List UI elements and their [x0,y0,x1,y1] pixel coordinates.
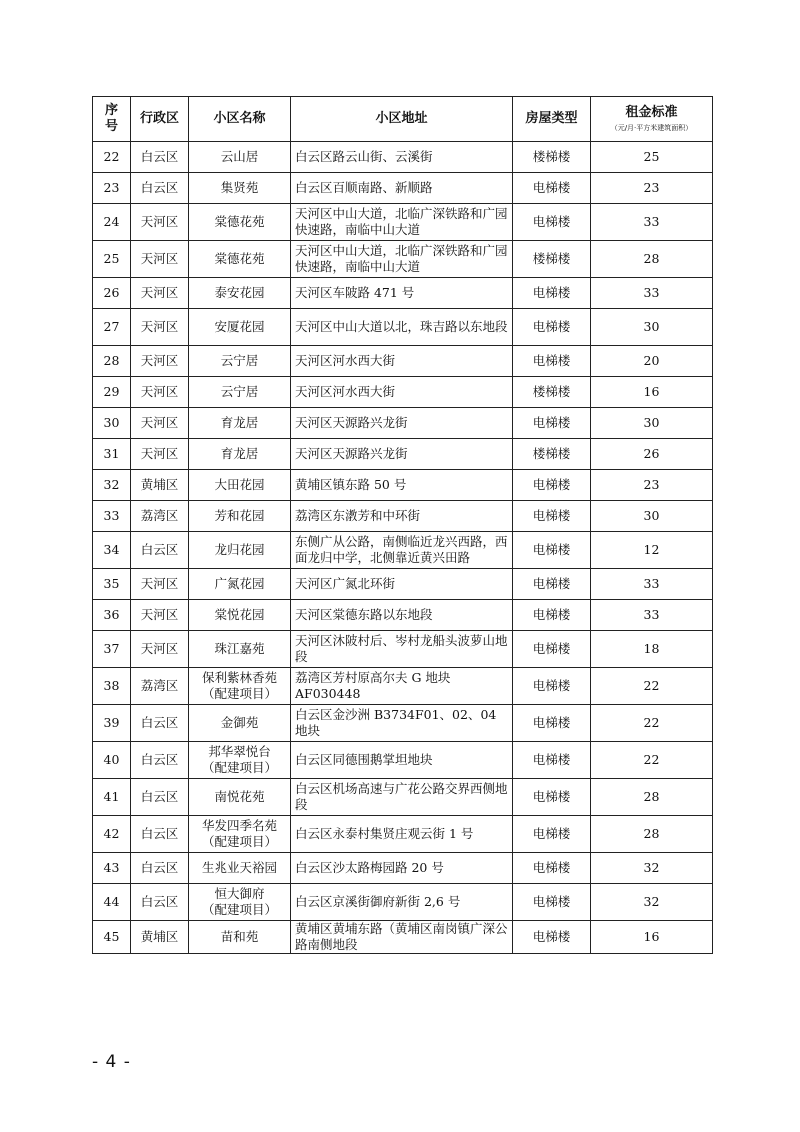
table-row [93,309,713,346]
cell-type: 电梯楼 [513,921,591,954]
cell-address: 天河区河水西大街 [291,346,513,377]
table-row [93,501,713,532]
cell-name [189,142,291,173]
cell-rent: 22 [591,668,713,705]
cell-name [189,408,291,439]
table-row [93,377,713,408]
cell-type: 电梯楼 [513,853,591,884]
cell-name-line: 育龙居 [220,415,259,430]
cell-address: 天河区中山大道，北临广深铁路和广园快速路，南临中山大道 [291,204,513,241]
cell-address: 天河区棠德东路以东地段 [291,600,513,631]
cell-rent: 28 [591,779,713,816]
cell-district: 天河区 [131,439,189,470]
table-row [93,278,713,309]
cell-type: 楼梯楼 [513,439,591,470]
cell-address: 白云区百顺南路、新顺路 [291,173,513,204]
cell-district: 白云区 [131,884,189,921]
cell-seq: 42 [93,816,131,853]
cell-name [189,204,291,241]
cell-district: 荔湾区 [131,501,189,532]
cell-address: 天河区中山大道以北，珠吉路以东地段 [291,309,513,346]
cell-name [189,439,291,470]
cell-district: 天河区 [131,377,189,408]
cell-seq: 35 [93,569,131,600]
cell-rent: 16 [591,377,713,408]
cell-name-line: 保利紫林香苑 [201,670,277,685]
table-row [93,742,713,779]
cell-address: 天河区车陂路 471 号 [291,278,513,309]
cell-address: 东侧广从公路，南侧临近龙兴西路，西面龙归中学，北侧靠近黄兴田路 [291,532,513,569]
cell-district: 白云区 [131,816,189,853]
cell-seq: 25 [93,241,131,278]
cell-district: 荔湾区 [131,668,189,705]
cell-seq: 37 [93,631,131,668]
cell-rent: 12 [591,532,713,569]
cell-name-line: （配建项目） [201,760,277,775]
cell-address: 天河区沐陂村后、岑村龙船头波萝山地段 [291,631,513,668]
table-row [93,569,713,600]
cell-seq: 36 [93,600,131,631]
header-seq [93,97,131,142]
cell-name-line: 邦华翠悦台 [208,744,271,759]
cell-name-line: 南悦花苑 [214,789,265,804]
cell-name-line: 芳和花园 [214,508,265,523]
cell-district: 白云区 [131,705,189,742]
housing-rent-table [92,96,713,954]
cell-seq: 39 [93,705,131,742]
page-number: - 4 - [92,1052,131,1072]
header-rent [591,97,713,142]
cell-seq: 33 [93,501,131,532]
cell-type: 电梯楼 [513,600,591,631]
cell-name [189,631,291,668]
cell-name-line: 广氮花园 [214,576,265,591]
cell-name [189,346,291,377]
cell-seq: 45 [93,921,131,954]
cell-name [189,779,291,816]
cell-name [189,278,291,309]
cell-type: 电梯楼 [513,631,591,668]
cell-address: 白云区永泰村集贤庄观云街 1 号 [291,816,513,853]
cell-rent: 30 [591,309,713,346]
table-row [93,631,713,668]
cell-name-line: 云宁居 [220,384,259,399]
table-row [93,600,713,631]
cell-type: 电梯楼 [513,309,591,346]
cell-type: 电梯楼 [513,532,591,569]
cell-type: 电梯楼 [513,705,591,742]
cell-rent: 28 [591,241,713,278]
cell-type: 电梯楼 [513,173,591,204]
table-row [93,241,713,278]
cell-type: 电梯楼 [513,816,591,853]
cell-district: 天河区 [131,569,189,600]
cell-seq: 31 [93,439,131,470]
table-header-row [93,97,713,142]
cell-name-line: 龙归花园 [214,542,265,557]
cell-rent: 30 [591,501,713,532]
cell-district: 天河区 [131,204,189,241]
table-row [93,142,713,173]
cell-address: 白云区金沙洲 B3734F01、02、04 地块 [291,705,513,742]
cell-address: 荔湾区东漖芳和中环街 [291,501,513,532]
cell-address: 天河区天源路兴龙街 [291,408,513,439]
cell-address: 白云区沙太路梅园路 20 号 [291,853,513,884]
cell-type: 楼梯楼 [513,377,591,408]
cell-address: 白云区京溪街御府新街 2,6 号 [291,884,513,921]
cell-seq: 34 [93,532,131,569]
header-type: 房屋类型 [513,97,591,142]
cell-type: 电梯楼 [513,204,591,241]
cell-district: 白云区 [131,853,189,884]
cell-seq: 43 [93,853,131,884]
cell-rent: 23 [591,470,713,501]
cell-rent: 28 [591,816,713,853]
cell-address: 白云区机场高速与广花公路交界西侧地段 [291,779,513,816]
cell-name [189,705,291,742]
cell-rent: 26 [591,439,713,470]
cell-name-line: （配建项目） [201,686,277,701]
cell-type: 电梯楼 [513,278,591,309]
cell-name [189,173,291,204]
cell-name-line: （配建项目） [201,902,277,917]
table-row [93,853,713,884]
cell-type: 楼梯楼 [513,142,591,173]
table-row [93,816,713,853]
header-name: 小区名称 [189,97,291,142]
cell-district: 天河区 [131,631,189,668]
cell-seq: 41 [93,779,131,816]
table-row [93,705,713,742]
cell-district: 白云区 [131,532,189,569]
cell-rent: 32 [591,853,713,884]
table-row [93,173,713,204]
cell-rent: 16 [591,921,713,954]
header-rent-unit: （元/月·平方米建筑面积） [610,124,693,132]
cell-district: 白云区 [131,779,189,816]
cell-type: 电梯楼 [513,408,591,439]
header-rent-label: 租金标准 [625,105,678,120]
cell-district: 黄埔区 [131,470,189,501]
header-district: 行政区 [131,97,189,142]
header-address: 小区地址 [291,97,513,142]
cell-district: 白云区 [131,142,189,173]
cell-name [189,309,291,346]
cell-district: 天河区 [131,278,189,309]
cell-seq: 30 [93,408,131,439]
cell-seq: 28 [93,346,131,377]
cell-seq: 22 [93,142,131,173]
cell-name [189,816,291,853]
cell-rent: 32 [591,884,713,921]
cell-seq: 26 [93,278,131,309]
cell-type: 电梯楼 [513,742,591,779]
cell-address: 天河区中山大道，北临广深铁路和广园快速路，南临中山大道 [291,241,513,278]
cell-seq: 40 [93,742,131,779]
header-seq-line2: 号 [104,119,118,134]
table-row [93,668,713,705]
cell-district: 白云区 [131,173,189,204]
cell-type: 电梯楼 [513,470,591,501]
table-row [93,921,713,954]
cell-name-line: 安厦花园 [214,319,265,334]
cell-type: 楼梯楼 [513,241,591,278]
cell-name [189,241,291,278]
cell-rent: 25 [591,142,713,173]
table-row [93,346,713,377]
cell-name-line: 恒大御府 [214,886,265,901]
cell-rent: 22 [591,705,713,742]
cell-name [189,853,291,884]
cell-name [189,668,291,705]
cell-rent: 33 [591,278,713,309]
table-row [93,779,713,816]
cell-name-line: 集贤苑 [220,180,259,195]
cell-name-line: 苗和苑 [220,929,259,944]
cell-name [189,742,291,779]
cell-address: 天河区河水西大街 [291,377,513,408]
cell-district: 天河区 [131,600,189,631]
cell-seq: 24 [93,204,131,241]
cell-name-line: 华发四季名苑 [201,818,277,833]
cell-address: 黄埔区黄埔东路（黄埔区南岗镇广深公路南侧地段 [291,921,513,954]
cell-type: 电梯楼 [513,668,591,705]
cell-name [189,600,291,631]
cell-address: 黄埔区镇东路 50 号 [291,470,513,501]
cell-name-line: 棠悦花园 [214,607,265,622]
cell-name [189,377,291,408]
cell-district: 天河区 [131,309,189,346]
table-body [93,142,713,954]
cell-name-line: 生兆业天裕园 [201,860,277,875]
header-seq-line1: 序 [104,103,118,118]
cell-seq: 44 [93,884,131,921]
cell-address: 天河区天源路兴龙街 [291,439,513,470]
cell-type: 电梯楼 [513,501,591,532]
table-row [93,470,713,501]
cell-name-line: 棠德花苑 [214,214,265,229]
cell-district: 天河区 [131,408,189,439]
cell-address: 白云区同德围鹅掌坦地块 [291,742,513,779]
cell-rent: 18 [591,631,713,668]
cell-name-line: 大田花园 [214,477,265,492]
cell-rent: 30 [591,408,713,439]
cell-name-line: 云宁居 [220,353,259,368]
cell-name [189,921,291,954]
cell-district: 天河区 [131,241,189,278]
cell-type: 电梯楼 [513,346,591,377]
cell-name [189,569,291,600]
cell-name [189,532,291,569]
cell-seq: 23 [93,173,131,204]
table-row [93,408,713,439]
cell-address: 白云区路云山街、云溪街 [291,142,513,173]
cell-name-line: 育龙居 [220,446,259,461]
table-row [93,204,713,241]
table-row [93,884,713,921]
cell-address: 荔湾区芳村原高尔夫 G 地块 AF030448 [291,668,513,705]
cell-name-line: （配建项目） [201,834,277,849]
cell-type: 电梯楼 [513,779,591,816]
table-row [93,439,713,470]
cell-seq: 32 [93,470,131,501]
table-row [93,532,713,569]
cell-name [189,470,291,501]
cell-rent: 33 [591,600,713,631]
cell-name-line: 金御苑 [220,715,259,730]
cell-rent: 23 [591,173,713,204]
cell-name-line: 棠德花苑 [214,251,265,266]
cell-rent: 20 [591,346,713,377]
cell-rent: 22 [591,742,713,779]
cell-district: 黄埔区 [131,921,189,954]
cell-rent: 33 [591,569,713,600]
cell-seq: 27 [93,309,131,346]
cell-name-line: 泰安花园 [214,285,265,300]
cell-address: 天河区广氮北环街 [291,569,513,600]
cell-name-line: 珠江嘉苑 [214,641,265,656]
cell-name-line: 云山居 [220,149,259,164]
cell-district: 白云区 [131,742,189,779]
cell-name [189,501,291,532]
cell-name [189,884,291,921]
cell-type: 电梯楼 [513,884,591,921]
cell-type: 电梯楼 [513,569,591,600]
cell-district: 天河区 [131,346,189,377]
cell-seq: 29 [93,377,131,408]
cell-seq: 38 [93,668,131,705]
cell-rent: 33 [591,204,713,241]
